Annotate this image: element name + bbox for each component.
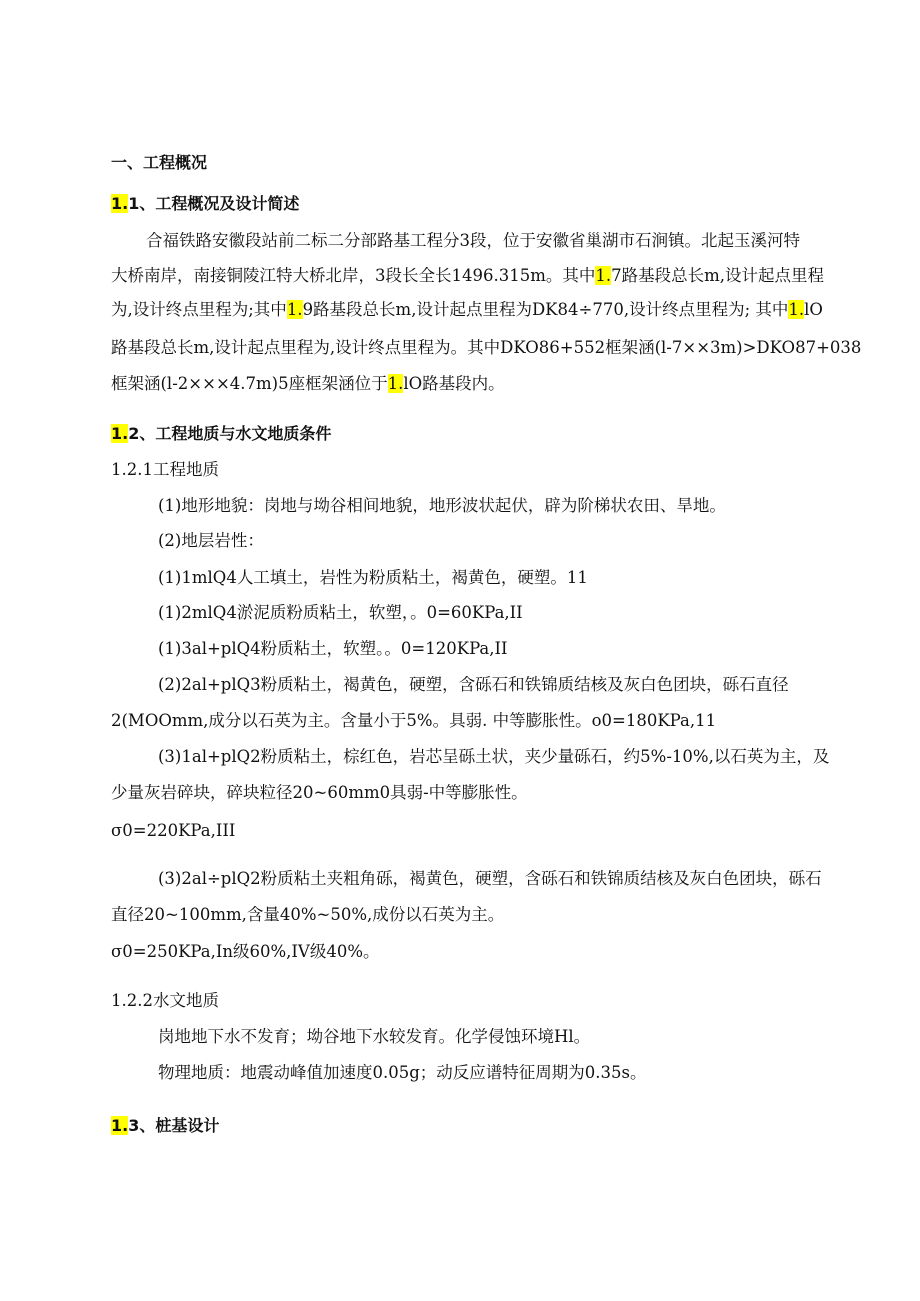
text-run: 9路基段总长m,设计起点里程为DK84÷770,设计终点里程为; 其中 <box>302 300 789 319</box>
geology-line-4: (1)2mlQ4淤泥质粉质粘土，软塑，。0=60KPa,II <box>158 603 523 622</box>
geology-line-8c: σ0=250KPa,In级60%,IV级40%。 <box>111 942 380 961</box>
geology-line-5: (1)3al+plQ4粉质粘土，软塑。。0=120KPa,II <box>158 639 508 658</box>
overview-paragraph-line-5 <box>111 372 505 396</box>
hydrology-line-2: 物理地质：地震动峰值加速度0.05g；动反应谱特征周期为0.35s。 <box>158 1063 647 1082</box>
section-1-2-heading <box>111 422 331 446</box>
subsection-1-2-2-title: 1.2.2水文地质 <box>111 991 219 1010</box>
section-1-2-number-highlight: 1. <box>111 424 129 443</box>
section-1-1-number-highlight: 1. <box>111 194 129 213</box>
section-1-1-number-rest: 1 <box>128 194 140 213</box>
section-1-2-title: 、工程地质与水文地质条件 <box>139 424 332 443</box>
overview-paragraph-line-1: 合福铁路安徽段站前二标二分部路基工程分3段，位于安徽省巢湖市石涧镇。北起玉溪河特 <box>146 231 800 250</box>
geology-line-8b: 直径20~100mm,含量40%~50%,成份以石英为主。 <box>111 905 505 924</box>
geology-line-6a: (2)2al+plQ3粉质粘土，褐黄色，硬塑，含砾石和铁锦质结核及灰白色团块，砾石直径 <box>158 675 789 694</box>
highlight-run: 1. <box>788 300 805 319</box>
text-run: 为,设计终点里程为;其中 <box>111 300 287 319</box>
geology-line-8a: (3)2al÷plQ2粉质粘土夹粗角砾，褐黄色，硬塑，含砾石和铁锦质结核及灰白色团块，砾石 <box>158 869 822 888</box>
section-1-1-title: 、工程概况及设计简述 <box>139 194 300 213</box>
highlight-run: 1. <box>595 266 612 285</box>
text-run: 7路基段总长m,设计起点里程 <box>611 266 825 285</box>
overview-paragraph-line-2 <box>111 264 824 288</box>
section-1-2-number-rest: 2 <box>128 424 140 443</box>
section-1-1-heading <box>111 192 299 216</box>
text-run: lO <box>804 300 823 319</box>
text-run: 框架涵(l-2×××4.7m)5座框架涵位于 <box>111 374 388 393</box>
section-1-3-number-rest: 3 <box>128 1116 140 1135</box>
geology-line-2: (2)地层岩性： <box>158 531 264 550</box>
geology-line-7c: σ0=220KPa,III <box>111 821 236 840</box>
overview-paragraph-line-3 <box>111 298 823 322</box>
section-1-title: 一、工程概况 <box>111 153 208 172</box>
section-1-3-heading <box>111 1114 219 1138</box>
text-run: 大桥南岸，南接铜陵江特大桥北岸，3段长全长1496.315m。其中 <box>111 266 596 285</box>
geology-line-6b: 2(MOOmm,成分以石英为主。含量小于5%。具弱. 中等膨胀性。o0=180KPa,11 <box>111 711 717 730</box>
overview-paragraph-line-4: 路基段总长m,设计起点里程为,设计终点里程为。其中DKO86+552框架涵(l-7××3m)>DKO87+038 <box>111 338 862 357</box>
section-1-3-number-highlight: 1. <box>111 1116 129 1135</box>
highlight-run: 1. <box>286 300 303 319</box>
hydrology-line-1: 岗地地下水不发育；坳谷地下水较发育。化学侵蚀环境Hl。 <box>158 1027 591 1046</box>
geology-line-7b: 少量灰岩碎块，碎块粒径20~60mm0具弱-中等膨胀性。 <box>111 783 528 802</box>
section-1-3-title: 、桩基设计 <box>139 1116 220 1135</box>
text-run: lO路基段内。 <box>403 374 505 393</box>
geology-line-1: (1)地形地貌：岗地与坳谷相间地貌，地形波状起伏，辟为阶梯状农田、旱地。 <box>158 496 726 515</box>
geology-line-3: (1)1mlQ4人工填土，岩性为粉质粘土，褐黄色，硬塑。11 <box>158 568 588 587</box>
highlight-run: 1. <box>387 374 404 393</box>
geology-line-7a: (3)1al+plQ2粉质粘土，棕红色，岩芯呈砾土状，夹少量砾石，约5%-10%,以石英为主，及 <box>158 747 830 766</box>
subsection-1-2-1-title: 1.2.1工程地质 <box>111 460 219 479</box>
